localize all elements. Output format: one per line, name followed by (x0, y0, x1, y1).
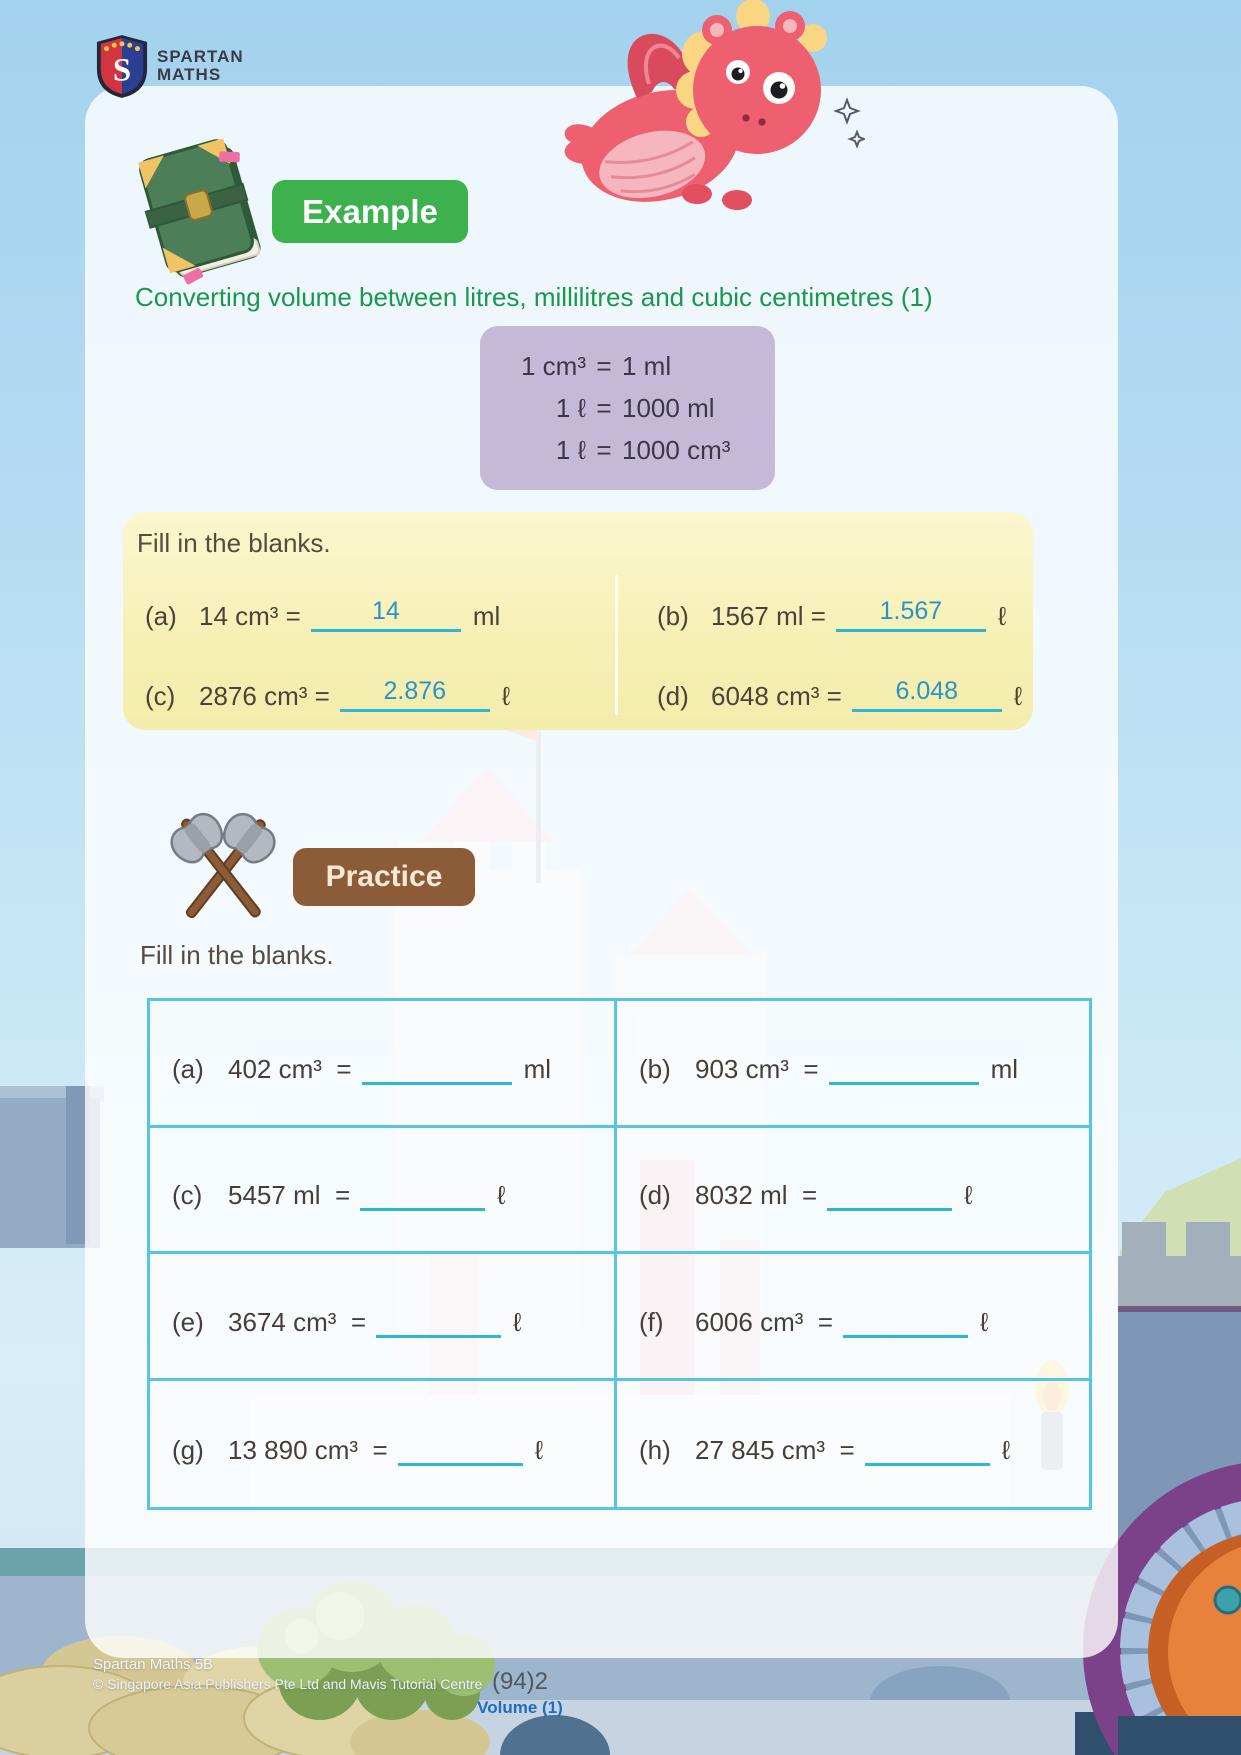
shield-letter: S (112, 52, 132, 89)
example-item-b: (b) 1567 ml = 1.567 ℓ (657, 588, 1006, 632)
example-instruction: Fill in the blanks. (137, 528, 331, 558)
column-divider (615, 575, 618, 715)
answer-blank (360, 1170, 485, 1211)
answer-blank: 6.048 (852, 671, 1002, 712)
practice-badge: Practice (293, 848, 475, 906)
answer-blank (827, 1170, 952, 1211)
formula-box (480, 326, 775, 490)
answer-blank (376, 1297, 501, 1338)
example-item-c: (c) 2876 cm³ = 2.876 ℓ (145, 668, 510, 712)
practice-item-g: (g) 13 890 cm³ = ℓ (150, 1381, 617, 1508)
practice-item-h: (h) 27 845 cm³ = ℓ (617, 1381, 1089, 1508)
lesson-title: Converting volume between litres, millilitres and cubic centimetres (1) (135, 282, 933, 312)
answer-blank (843, 1297, 968, 1338)
practice-item-d: (d) 8032 ml = ℓ (617, 1128, 1089, 1255)
answer-blank: 14 (311, 591, 461, 632)
practice-item-c: (c) 5457 ml = ℓ (150, 1128, 617, 1255)
footer-copyright: © Singapore Asia Publishers Pte Ltd and Mavis Tutorial Centre (93, 1676, 483, 1692)
practice-item-e: (e) 3674 cm³ = ℓ (150, 1254, 617, 1381)
practice-table (147, 998, 1092, 1510)
answer-blank (398, 1425, 523, 1466)
brand-line2: MATHS (157, 65, 222, 84)
example-item-d: (d) 6048 cm³ = 6.048 ℓ (657, 668, 1022, 712)
footer-series: Spartan Maths 5B (93, 1656, 214, 1673)
answer-blank: 2.876 (340, 671, 490, 712)
brand-name (157, 48, 244, 84)
answer-blank (829, 1044, 979, 1085)
dragon-mascot (545, 0, 865, 246)
sparkle-icon (836, 100, 864, 146)
practice-item-a: (a) 402 cm³ = ml (150, 1001, 617, 1128)
practice-item-f: (f) 6006 cm³ = ℓ (617, 1254, 1089, 1381)
formula-row: 1 cm³ = 1 ml (521, 350, 672, 381)
formula-row: 1 ℓ = 1000 ml (555, 392, 715, 423)
axes-icon (143, 800, 303, 938)
brand-line1: SPARTAN (157, 47, 244, 67)
practice-item-b: (b) 903 cm³ = ml (617, 1001, 1089, 1128)
book-icon (138, 136, 272, 290)
example-item-a: (a) 14 cm³ = 14 ml (145, 588, 500, 632)
footer-page-number: (94)2 (491, 1668, 549, 1695)
answer-blank (865, 1425, 990, 1466)
footer-chapter: Volume (1) (477, 1698, 563, 1717)
brand-logo (95, 33, 244, 99)
practice-instruction: Fill in the blanks. (140, 940, 334, 970)
example-badge: Example (272, 180, 468, 243)
answer-blank: 1.567 (836, 591, 986, 632)
formula-row: 1 ℓ = 1000 cm³ (555, 434, 731, 465)
shield-logo-icon (95, 33, 149, 99)
answer-blank (362, 1044, 512, 1085)
